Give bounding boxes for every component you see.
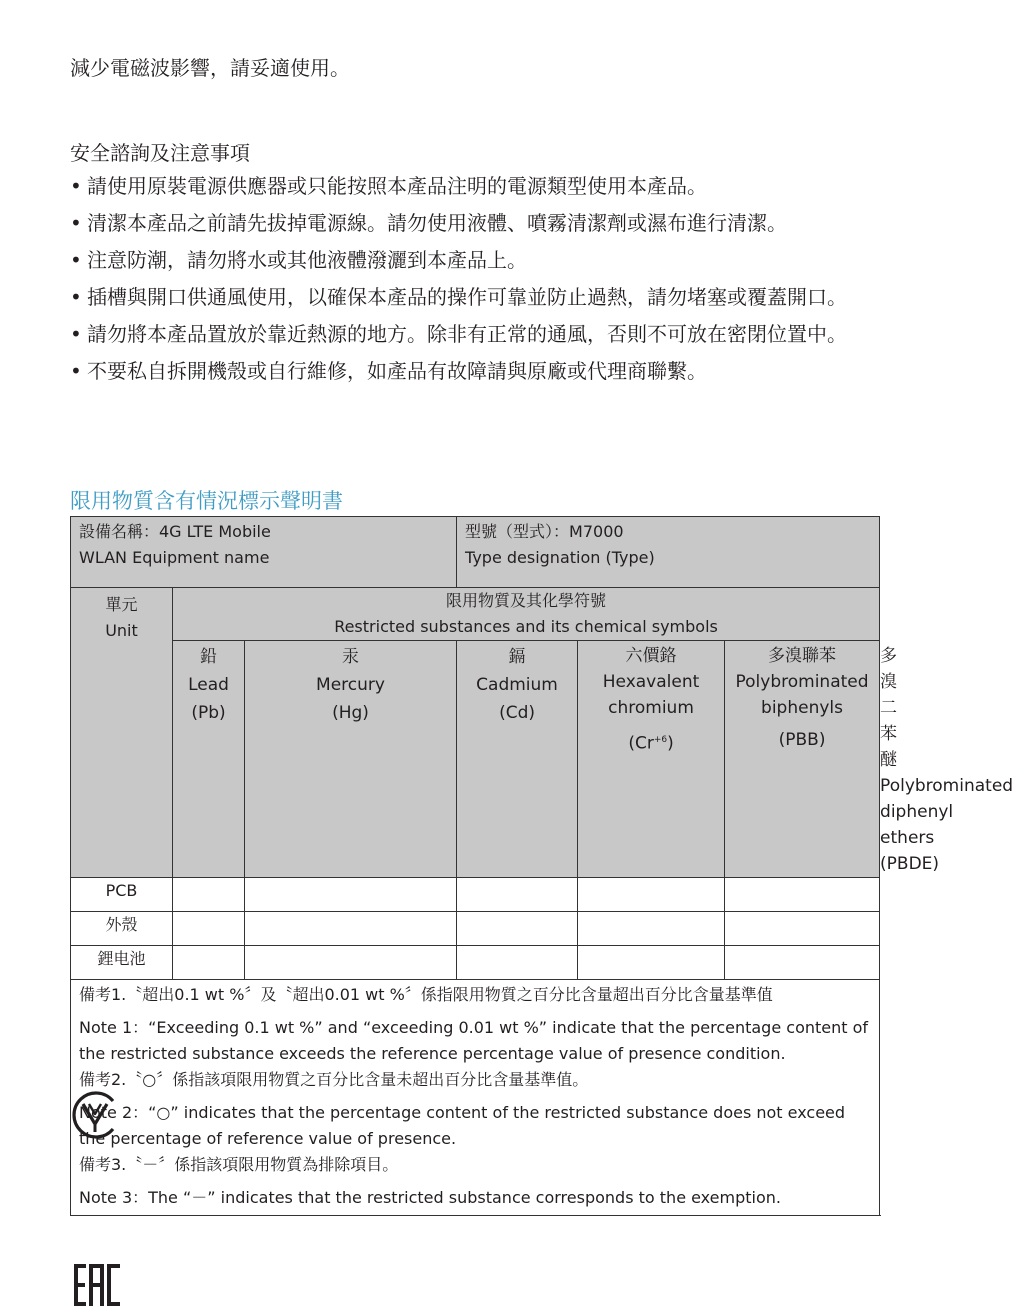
note-3-en: Note 3：The “－” indicates that the restricted substance corresponds to the exemption.: [79, 1188, 781, 1207]
table-cell: [245, 878, 457, 912]
note-2-zh: 備考2.〝○〞係指該項限用物質之百分比含量未超出百分比含量基準值。: [79, 1070, 589, 1089]
list-item: [70, 246, 882, 274]
table-cell: [725, 912, 880, 946]
substance-en-2: biphenyls: [761, 698, 844, 718]
substance-en: Polybrominated: [735, 672, 869, 692]
substance-symbol: (Cd): [499, 703, 535, 723]
table-row: [71, 946, 880, 980]
equipment-header-row: [71, 517, 880, 588]
row-label: 鋰电池: [71, 946, 173, 980]
unit-zh: 單元: [105, 595, 138, 614]
notes-cell: [71, 980, 880, 1216]
substance-symbol: (Hg): [332, 703, 369, 723]
list-item-text: 注意防潮，請勿將水或其他液體潑灑到本產品上。: [87, 248, 527, 272]
table-cell: [173, 878, 245, 912]
unit-header: [71, 588, 173, 878]
table-cell: [457, 912, 578, 946]
substance-zh: 六價鉻: [625, 646, 677, 666]
substance-hexavalent-chromium: [578, 641, 725, 878]
table-cell: [578, 878, 725, 912]
bullet-icon: •: [70, 211, 82, 235]
substance-en: Lead: [188, 675, 229, 695]
note-2-en: Note 2：“○” indicates that the percentage content of the restricted substance does not exceed the percentage of reference value of presence.: [79, 1103, 846, 1148]
row-label: 外殼: [71, 912, 173, 946]
note-1-zh: 備考1.〝超出0.1 wt %〞及〝超出0.01 wt %〞係指限用物質之百分比含量超出百分比含量基準值: [79, 985, 773, 1004]
safety-list: [70, 172, 882, 394]
unit-en: Unit: [105, 621, 138, 640]
type-designation-zh: 型號（型式）：M7000: [465, 522, 624, 541]
rohs-title: 限用物質含有情況標示聲明書: [70, 489, 343, 513]
substance-zh: 汞: [342, 647, 360, 667]
table-cell: [578, 946, 725, 980]
list-item-text: 不要私自拆開機殼或自行維修，如產品有故障請與原廠或代理商聯繫。: [87, 359, 707, 383]
bullet-icon: •: [70, 322, 82, 346]
type-designation-cell: [457, 517, 880, 588]
table-cell: [173, 946, 245, 980]
bullet-icon: •: [70, 248, 82, 272]
notes-row: [71, 980, 880, 1216]
table-cell: [245, 912, 457, 946]
substance-symbol: (PBB): [778, 730, 826, 750]
table-row: [71, 912, 880, 946]
substance-cadmium: [457, 641, 578, 878]
table-row: [71, 878, 880, 912]
table-cell: [578, 912, 725, 946]
equipment-name-cell: [71, 517, 457, 588]
substance-symbol: (Pb): [191, 703, 226, 723]
list-item-text: 插槽與開口供通風使用，以確保本產品的操作可靠並防止過熱，請勿堵塞或覆蓋開口。: [87, 285, 847, 309]
substance-en: Hexavalent: [602, 672, 700, 692]
note-3-zh: 備考3.〝－〞係指該項限用物質為排除項目。: [79, 1155, 399, 1174]
rohs-table: [70, 516, 1013, 1216]
restricted-en: Restricted substances and its chemical symbols: [334, 617, 718, 636]
list-item: [70, 357, 882, 385]
substance-symbol: $(Cr^{+6})$: [628, 733, 674, 754]
table-cell: [173, 912, 245, 946]
substance-lead: [173, 641, 245, 878]
restricted-header-row: [71, 588, 880, 641]
intro-text: 減少電磁波影響，請妥適使用。: [70, 56, 350, 80]
table-cell: [245, 946, 457, 980]
type-designation-en: Type designation (Type): [465, 548, 655, 567]
eac-certification-icon: [74, 1264, 122, 1306]
substance-en: Cadmium: [476, 675, 558, 695]
row-label: PCB: [71, 878, 173, 912]
list-item-text: 請勿將本產品置放於靠近熱源的地方。除非有正常的通風，否則不可放在密閉位置中。: [87, 322, 847, 346]
bullet-icon: •: [70, 174, 82, 198]
substance-header-row: 鉛 Lead (Pb) 汞 Mercury (Hg) 鎘 Cadmium (Cd) 六價鉻 Hexavalent chromium $(Cr^{+6})$ 多溴聯苯 Polybrominated biphenyls (PBB) 多溴二苯醚 Polybrominated diphenyl ethers (PBDE): [71, 641, 880, 878]
substance-mercury: [245, 641, 457, 878]
equipment-name-zh: 設備名稱：4G LTE Mobile: [79, 522, 271, 541]
bullet-icon: •: [70, 359, 82, 383]
safety-heading: 安全諮詢及注意事項: [70, 141, 250, 165]
substance-zh: 多溴聯苯: [768, 646, 837, 666]
substance-zh: 鎘: [508, 647, 526, 667]
list-item: [70, 172, 882, 200]
table-cell: [725, 878, 880, 912]
list-item: [70, 283, 882, 311]
restricted-substances-header: [173, 588, 880, 641]
substance-en: Mercury: [316, 675, 385, 695]
ukrsepro-certification-icon: [69, 1088, 121, 1142]
equipment-name-en: WLAN Equipment name: [79, 548, 270, 567]
list-item-text: 請使用原裝電源供應器或只能按照本產品注明的電源類型使用本產品。: [87, 174, 707, 198]
substance-zh: 鉛: [200, 647, 217, 667]
restricted-zh: 限用物質及其化學符號: [446, 591, 607, 610]
substance-pbb: [725, 641, 880, 878]
bullet-icon: •: [70, 285, 82, 309]
list-item: [70, 209, 882, 237]
table-cell: [457, 878, 578, 912]
list-item-text: 清潔本產品之前請先拔掉電源線。請勿使用液體、噴霧清潔劑或濕布進行清潔。: [87, 211, 787, 235]
substance-en-2: chromium: [608, 698, 694, 718]
list-item: [70, 320, 882, 348]
table-cell: [725, 946, 880, 980]
note-1-en: Note 1：“Exceeding 0.1 wt %” and “exceeding 0.01 wt %” indicate that the percentage content of the restricted substance exceeds the reference percentage value of presence condition.: [79, 1018, 869, 1063]
table-cell: [457, 946, 578, 980]
